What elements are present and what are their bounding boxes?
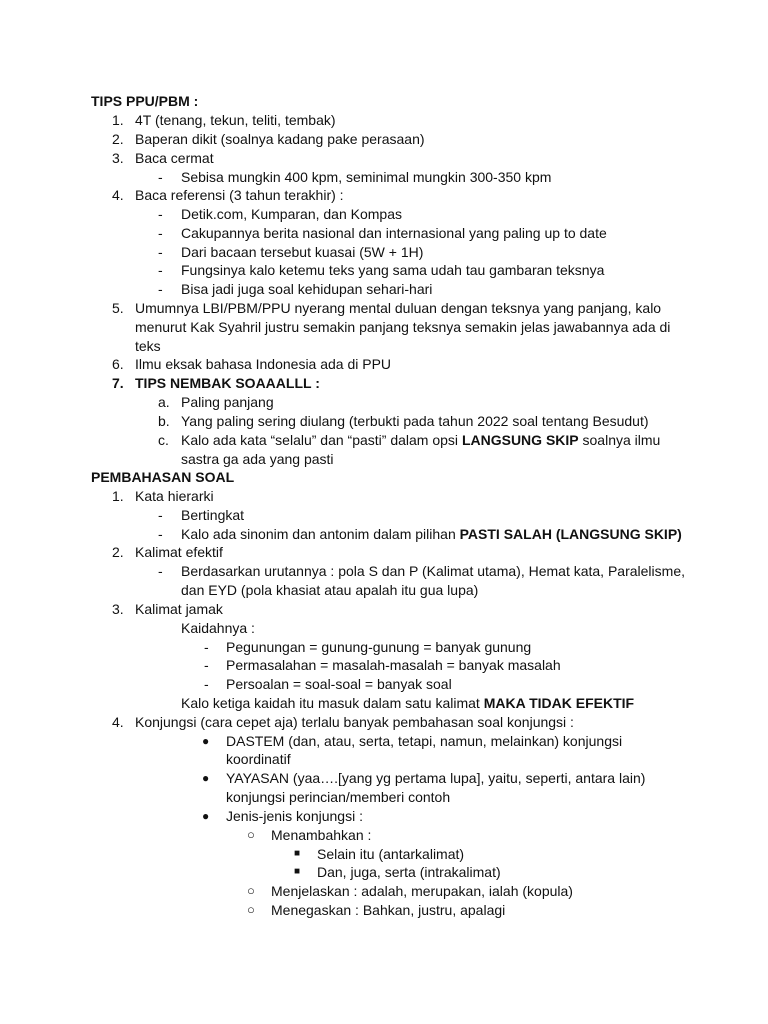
dash-marker: -	[158, 225, 163, 241]
konjungsi-yayasan: YAYASAN (yaa….[yang yg pertama lupa], yaitu, seperti, antara lain)	[226, 770, 646, 786]
tips-item-7: TIPS NEMBAK SOAAALLL :	[135, 375, 320, 391]
list-number: 1.	[112, 488, 124, 504]
tips-item-7-c-line-2: sastra ga ada yang pasti	[181, 451, 334, 467]
pembahasan-heading: PEMBAHASAN SOAL	[91, 469, 235, 485]
list-number: 4.	[112, 187, 124, 203]
dash-marker: -	[158, 244, 163, 260]
tips-item-4-sub: Dari bacaan tersebut kuasai (5W + 1H)	[181, 244, 424, 260]
dash-marker: -	[158, 507, 163, 523]
tips-item-3: Baca cermat	[135, 150, 214, 166]
pembahasan-item-1-sub: Bertingkat	[181, 507, 245, 523]
list-number: 7.	[112, 375, 124, 391]
text-span: Kalo ketiga kaidah itu masuk dalam satu kalimat	[181, 695, 484, 711]
pembahasan-item-3-sub: Permasalahan = masalah-masalah = banyak masalah	[226, 657, 561, 673]
bold-emphasis: MAKA TIDAK EFEKTIF	[483, 695, 635, 711]
konjungsi-jenis: Jenis-jenis konjungsi :	[226, 808, 363, 824]
pembahasan-item-3: Kalimat jamak	[135, 601, 223, 617]
konjungsi-dastem-line-2: koordinatif	[226, 751, 291, 767]
bullet-marker: ●	[202, 734, 210, 748]
konjungsi-dastem: DASTEM (dan, atau, serta, tetapi, namun, melainkan) konjungsi	[226, 733, 623, 749]
text-span: Kalo ada kata “selalu” dan “pasti” dalam opsi	[181, 432, 462, 448]
dash-marker: -	[158, 281, 163, 297]
konjungsi-menambahkan-sub: Selain itu (antarkalimat)	[317, 846, 465, 862]
text-span: Kalo ada sinonim dan antonim dalam pilihan	[181, 526, 460, 542]
konjungsi-menegaskan: Menegaskan : Bahkan, justru, apalagi	[271, 902, 506, 918]
text-span: soalnya ilmu	[578, 432, 661, 448]
pembahasan-item-3-note	[181, 694, 634, 712]
square-marker: ■	[294, 866, 301, 877]
konjungsi-menjelaskan: Menjelaskan : adalah, merupakan, ialah (kopula)	[271, 883, 573, 899]
list-number: 3.	[112, 150, 124, 166]
circle-marker: ○	[247, 902, 255, 917]
square-marker: ■	[294, 848, 301, 859]
konjungsi-menambahkan: Menambahkan :	[271, 827, 372, 843]
pembahasan-item-2: Kalimat efektif	[135, 544, 223, 560]
list-number: 2.	[112, 131, 124, 147]
list-number: 3.	[112, 601, 124, 617]
letter-marker: b.	[158, 413, 170, 429]
tips-item-4-sub: Cakupannya berita nasional dan internasional yang paling up to date	[181, 225, 607, 241]
konjungsi-yayasan-line-2: konjungsi perincian/memberi contoh	[226, 789, 451, 805]
bold-emphasis: PASTI SALAH (LANGSUNG SKIP)	[459, 526, 682, 542]
tips-item-7-b: Yang paling sering diulang (terbukti pada tahun 2022 soal tentang Besudut)	[181, 413, 649, 429]
dash-marker: -	[204, 639, 209, 655]
dash-marker: -	[158, 563, 163, 579]
letter-marker: c.	[158, 432, 169, 448]
list-number: 2.	[112, 544, 124, 560]
dash-marker: -	[204, 657, 209, 673]
tips-item-5-line-3: teks	[135, 338, 161, 354]
tips-item-7-a: Paling panjang	[181, 394, 274, 410]
list-number: 6.	[112, 356, 124, 372]
letter-marker: a.	[158, 394, 170, 410]
pembahasan-item-2-sub-line-2: dan EYD (pola khasiat atau apalah itu gua lupa)	[181, 582, 479, 598]
konjungsi-menambahkan-sub: Dan, juga, serta (intrakalimat)	[317, 864, 501, 880]
circle-marker: ○	[247, 827, 255, 842]
tips-item-5-line-2: menurut Kak Syahril justru semakin panjang teksnya semakin jelas jawabannya ada di	[135, 319, 671, 335]
bold-emphasis: LANGSUNG SKIP	[461, 432, 579, 448]
tips-item-4-sub: Fungsinya kalo ketemu teks yang sama udah tau gambaran teksnya	[181, 262, 605, 278]
dash-marker: -	[158, 262, 163, 278]
dash-marker: -	[158, 526, 163, 542]
tips-item-4: Baca referensi (3 tahun terakhir) :	[135, 187, 344, 203]
tips-item-1: 4T (tenang, tekun, teliti, tembak)	[135, 112, 336, 128]
pembahasan-item-4: Konjungsi (cara cepet aja) terlalu banyak pembahasan soal konjungsi :	[135, 714, 574, 730]
list-number: 1.	[112, 112, 124, 128]
list-number: 5.	[112, 300, 124, 316]
pembahasan-item-1: Kata hierarki	[135, 488, 214, 504]
bullet-marker: ●	[202, 771, 210, 785]
tips-item-6: Ilmu eksak bahasa Indonesia ada di PPU	[135, 356, 392, 372]
list-number: 4.	[112, 714, 124, 730]
dash-marker: -	[158, 169, 163, 185]
tips-item-4-sub: Detik.com, Kumparan, dan Kompas	[181, 206, 402, 222]
pembahasan-item-1-sub	[181, 525, 682, 543]
tips-item-7-c	[181, 431, 660, 449]
pembahasan-item-2-sub: Berdasarkan urutannya : pola S dan P (Kalimat utama), Hemat kata, Paralelisme,	[181, 563, 685, 579]
circle-marker: ○	[247, 883, 255, 898]
tips-item-3-sub: Sebisa mungkin 400 kpm, seminimal mungkin 300-350 kpm	[181, 169, 552, 185]
pembahasan-item-3-kaidah: Kaidahnya :	[181, 620, 255, 636]
pembahasan-item-3-sub: Pegunungan = gunung-gunung = banyak gunung	[226, 639, 532, 655]
tips-item-2: Baperan dikit (soalnya kadang pake perasaan)	[135, 131, 425, 147]
bullet-marker: ●	[202, 809, 210, 823]
dash-marker: -	[158, 206, 163, 222]
tips-heading: TIPS PPU/PBM :	[91, 93, 199, 109]
tips-item-5-line-1: Umumnya LBI/PBM/PPU nyerang mental duluan dengan teksnya yang panjang, kalo	[135, 300, 662, 316]
dash-marker: -	[204, 676, 209, 692]
pembahasan-item-3-sub: Persoalan = soal-soal = banyak soal	[226, 676, 452, 692]
tips-item-4-sub: Bisa jadi juga soal kehidupan sehari-hari	[181, 281, 433, 297]
